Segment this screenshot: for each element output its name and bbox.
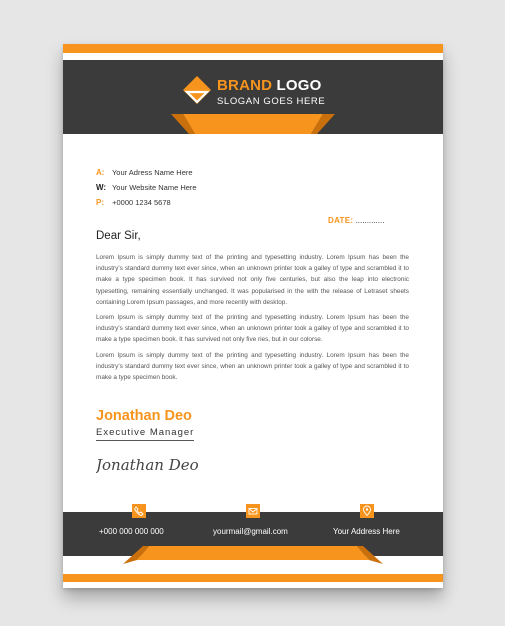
- email-icon: [246, 504, 260, 518]
- brand-slogan: SLOGAN GOES HERE: [217, 96, 326, 107]
- brand-name: [217, 77, 322, 94]
- logo-word: LOGO: [276, 77, 322, 94]
- location-pin-icon: [360, 504, 374, 518]
- body-paragraph-2: Lorem Ipsum is simply dummy text of the printing and typesetting industry. Lorem Ipsum has been the industry's standard dummy text ever since, when an unknown printer took a galley of type and scrambled it to make a type specimen book. It has survived not only five ries, but in our colorse.: [96, 314, 409, 344]
- handwritten-signature: [96, 449, 226, 477]
- contact-address: [96, 168, 193, 177]
- header-orange-tab: [63, 114, 443, 140]
- phone-key: P:: [96, 198, 104, 207]
- body-paragraph-1: Lorem Ipsum is simply dummy text of the printing and typesetting industry. Lorem Ipsum has been the industry's standard dummy text ever since, when an unknown printer took a galley of type and scrambled it to make a type specimen book. It has survived not only five centuries, but also the leap into electronic typesetting, remaining essentially unchanged. It was popularised in the with the release of Letraset sheets containing Lorem Ipsum passages, and more recently with desktop.: [96, 254, 409, 306]
- footer-orange-tab: [63, 546, 443, 574]
- signature-script-text: Jonathan Deo: [96, 456, 199, 474]
- address-key: A:: [96, 168, 105, 177]
- contact-phone: [96, 198, 171, 207]
- website-value: Your Website Name Here: [111, 183, 197, 192]
- brand-word: BRAND: [217, 77, 273, 94]
- phone-value: +0000 1234 5678: [112, 198, 171, 207]
- footer-phone: +000 000 000 000: [99, 527, 164, 536]
- letterhead-page: [63, 44, 443, 588]
- footer-address: Your Address Here: [333, 527, 400, 536]
- footer-email: yourmail@gmail.com: [213, 527, 288, 536]
- signatory-title: Executive Manager: [96, 427, 194, 441]
- signatory-name: Jonathan Deo: [96, 408, 192, 424]
- phone-icon: [132, 504, 146, 518]
- bottom-accent-strip: [63, 574, 443, 582]
- brand-logo: [181, 74, 341, 114]
- top-accent-strip: [63, 44, 443, 53]
- date-field: [328, 216, 384, 225]
- website-key: W:: [96, 183, 107, 192]
- address-value: Your Adress Name Here: [111, 168, 193, 177]
- contact-website: [96, 183, 197, 192]
- date-label: DATE:: [328, 216, 354, 225]
- body-paragraph-3: Lorem Ipsum is simply dummy text of the printing and typesetting industry. Lorem Ipsum has been the industry's standard dummy text ever since, when an unknown printer took a galley of type and scrambled it to make a type specimen book.: [96, 352, 409, 382]
- salutation: Dear Sir,: [96, 230, 141, 242]
- date-value: .............: [353, 216, 385, 225]
- diamond-logo-icon: [181, 74, 213, 106]
